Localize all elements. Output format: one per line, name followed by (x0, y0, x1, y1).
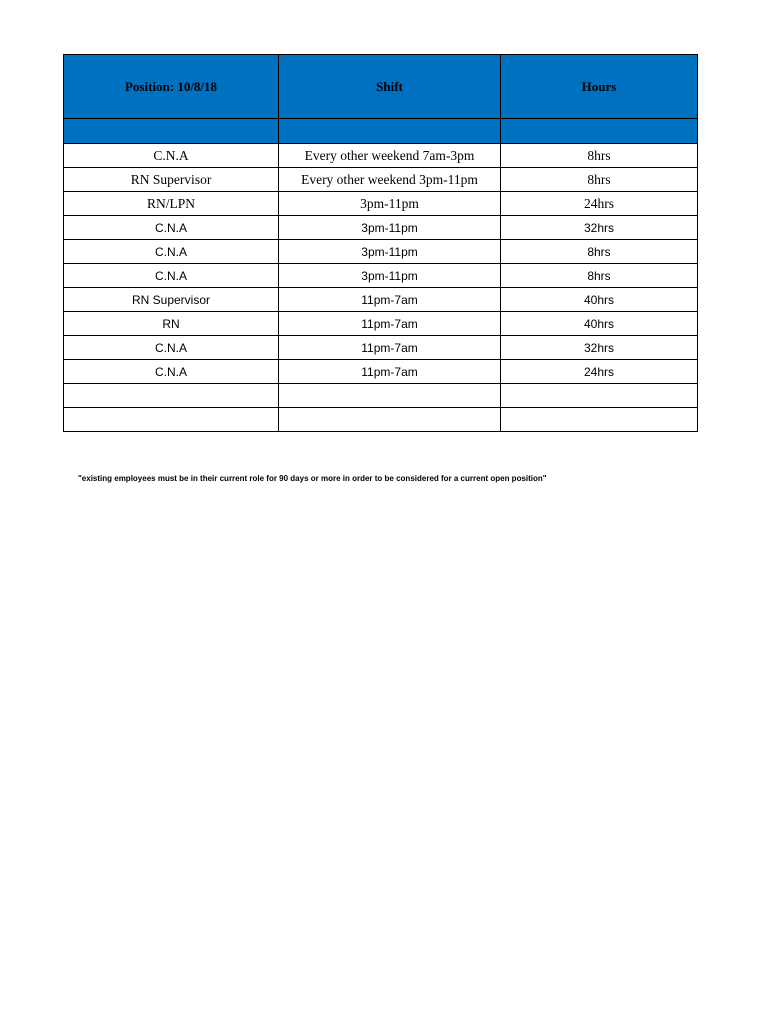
cell-shift: 11pm-7am (279, 312, 501, 336)
cell-position: RN Supervisor (64, 168, 279, 192)
cell-shift: 3pm-11pm (279, 216, 501, 240)
empty-cell (64, 384, 279, 408)
cell-shift: 11pm-7am (279, 360, 501, 384)
empty-row (64, 408, 698, 432)
table-row (64, 192, 698, 216)
table-row (64, 336, 698, 360)
table-row (64, 312, 698, 336)
cell-shift: 11pm-7am (279, 288, 501, 312)
cell-position: C.N.A (64, 336, 279, 360)
cell-hours: 40hrs (501, 288, 698, 312)
cell-hours: 32hrs (501, 336, 698, 360)
empty-cell (501, 119, 698, 144)
empty-row (64, 384, 698, 408)
cell-position: C.N.A (64, 144, 279, 168)
cell-shift: 3pm-11pm (279, 192, 501, 216)
header-position: Position: 10/8/18 (64, 55, 279, 119)
cell-hours: 8hrs (501, 240, 698, 264)
cell-shift: Every other weekend 7am-3pm (279, 144, 501, 168)
empty-cell (501, 408, 698, 432)
positions-table (63, 54, 698, 432)
table-row (64, 288, 698, 312)
cell-position: RN Supervisor (64, 288, 279, 312)
cell-position: RN (64, 312, 279, 336)
header-shift: Shift (279, 55, 501, 119)
cell-shift: Every other weekend 3pm-11pm (279, 168, 501, 192)
empty-cell (64, 119, 279, 144)
empty-cell (64, 408, 279, 432)
empty-cell (279, 119, 501, 144)
table-row (64, 360, 698, 384)
eligibility-footnote: "existing employees must be in their current role for 90 days or more in order to be considered for a current open position" (78, 474, 547, 483)
cell-hours: 24hrs (501, 360, 698, 384)
cell-hours: 40hrs (501, 312, 698, 336)
table-row (64, 216, 698, 240)
table-row (64, 264, 698, 288)
table-row (64, 240, 698, 264)
cell-hours: 8hrs (501, 264, 698, 288)
header-band-row (64, 119, 698, 144)
cell-position: C.N.A (64, 264, 279, 288)
cell-position: RN/LPN (64, 192, 279, 216)
cell-hours: 32hrs (501, 216, 698, 240)
cell-position: C.N.A (64, 240, 279, 264)
header-hours: Hours (501, 55, 698, 119)
cell-shift: 11pm-7am (279, 336, 501, 360)
cell-hours: 8hrs (501, 168, 698, 192)
cell-position: C.N.A (64, 360, 279, 384)
cell-hours: 24hrs (501, 192, 698, 216)
empty-cell (279, 384, 501, 408)
table-row (64, 144, 698, 168)
table-row (64, 168, 698, 192)
cell-shift: 3pm-11pm (279, 264, 501, 288)
empty-cell (279, 408, 501, 432)
empty-cell (501, 384, 698, 408)
cell-hours: 8hrs (501, 144, 698, 168)
cell-position: C.N.A (64, 216, 279, 240)
header-row (64, 55, 698, 119)
cell-shift: 3pm-11pm (279, 240, 501, 264)
